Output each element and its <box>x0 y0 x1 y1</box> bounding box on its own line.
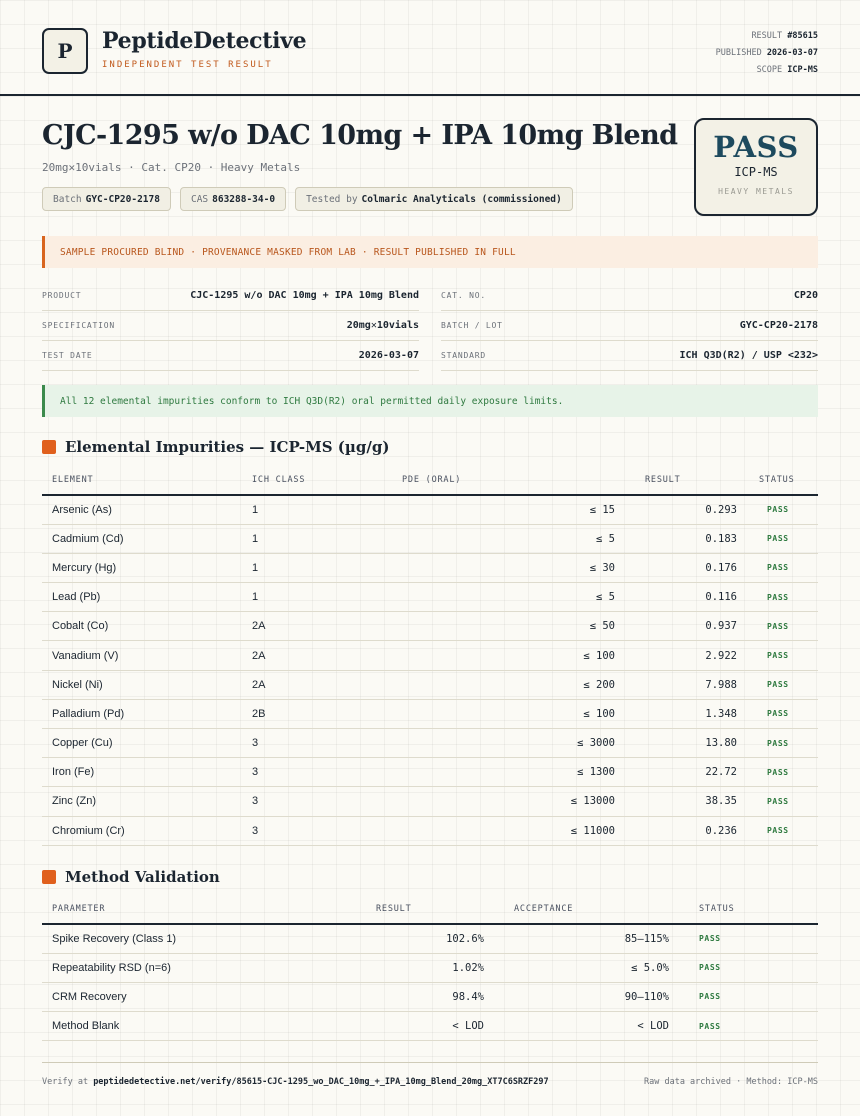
element-cell: Arsenic (As) <box>42 495 242 524</box>
acceptance-cell: < LOD <box>494 1012 679 1041</box>
tested-by-label: Tested by <box>306 193 358 205</box>
status-badge: PASS <box>679 953 818 982</box>
table-row <box>42 495 818 524</box>
impurities-table <box>42 466 818 846</box>
result-cell: 0.236 <box>625 816 747 845</box>
stamp-verdict: PASS <box>713 130 799 164</box>
ich-class-cell: 1 <box>242 524 352 553</box>
section-title: Method Validation <box>65 868 220 886</box>
table-header-row <box>42 466 818 495</box>
table-row <box>42 641 818 670</box>
column-header: RESULT <box>356 895 494 924</box>
info-label: TEST DATE <box>42 351 93 360</box>
result-label: RESULT <box>751 31 783 41</box>
status-badge: PASS <box>679 924 818 953</box>
scope-label: SCOPE <box>756 65 783 75</box>
element-cell: Copper (Cu) <box>42 729 242 758</box>
column-header: ACCEPTANCE <box>494 895 679 924</box>
column-header: PDE (ORAL) <box>352 466 625 495</box>
info-value: CJC-1295 w/o DAC 10mg + IPA 10mg Blend <box>190 290 419 301</box>
info-row-test-date <box>42 341 419 371</box>
status-badge: PASS <box>747 495 818 524</box>
result-cell: 0.937 <box>625 612 747 641</box>
report-footer <box>42 1062 818 1087</box>
result-number: #85615 <box>787 31 818 41</box>
column-header: STATUS <box>747 466 818 495</box>
table-header-row <box>42 895 818 924</box>
info-label: PRODUCT <box>42 291 82 300</box>
result-cell: 0.176 <box>625 553 747 582</box>
table-row <box>42 1012 818 1041</box>
element-cell: Zinc (Zn) <box>42 787 242 816</box>
pde-cell: ≤ 100 <box>352 641 625 670</box>
acceptance-cell: ≤ 5.0% <box>494 953 679 982</box>
column-header: ICH CLASS <box>242 466 352 495</box>
status-badge: PASS <box>747 670 818 699</box>
info-label: BATCH / LOT <box>441 321 503 330</box>
parameter-cell: Spike Recovery (Class 1) <box>42 924 356 953</box>
table-row <box>42 924 818 953</box>
ich-class-cell: 3 <box>242 729 352 758</box>
status-badge: PASS <box>747 699 818 728</box>
ich-class-cell: 1 <box>242 583 352 612</box>
logo-icon: P <box>42 28 88 74</box>
page-subtitle: 20mg✕10vials · Cat. CP20 · Heavy Metals <box>42 161 301 174</box>
column-header: STATUS <box>679 895 818 924</box>
ich-class-cell: 2A <box>242 612 352 641</box>
ich-class-cell: 3 <box>242 787 352 816</box>
column-header: PARAMETER <box>42 895 356 924</box>
result-cell: 2.922 <box>625 641 747 670</box>
conformance-banner: All 12 elemental impurities conform to ICH Q3D(R2) oral permitted daily exposure limits. <box>42 385 818 417</box>
info-value: CP20 <box>793 290 818 301</box>
info-row-standard <box>441 341 818 371</box>
pde-cell: ≤ 13000 <box>352 787 625 816</box>
info-row-specification <box>42 311 419 341</box>
cas-chip-label: CAS <box>190 193 209 205</box>
report-meta <box>716 28 818 79</box>
status-badge: PASS <box>747 553 818 582</box>
validation-heading <box>42 868 220 886</box>
status-badge: PASS <box>747 583 818 612</box>
parameter-cell: Repeatability RSD (n=6) <box>42 953 356 982</box>
status-badge: PASS <box>747 641 818 670</box>
section-title: Elemental Impurities — ICP-MS (µg/g) <box>65 438 390 456</box>
table-row <box>42 982 818 1011</box>
result-cell: < LOD <box>356 1012 494 1041</box>
ich-class-cell: 2B <box>242 699 352 728</box>
table-row <box>42 787 818 816</box>
pde-cell: ≤ 1300 <box>352 758 625 787</box>
element-cell: Nickel (Ni) <box>42 670 242 699</box>
parameter-cell: CRM Recovery <box>42 982 356 1011</box>
info-row-product <box>42 281 419 311</box>
batch-chip-value: GYC-CP20-2178 <box>85 193 160 205</box>
tested-by-chip <box>295 187 573 211</box>
pde-cell: ≤ 11000 <box>352 816 625 845</box>
table-row <box>42 953 818 982</box>
status-badge: PASS <box>747 524 818 553</box>
section-marker-icon <box>42 870 56 884</box>
verify-link[interactable]: peptidedetective.net/verify/85615-CJC-1295_wo_DAC_10mg_+_IPA_10mg_Blend_20mg_XT7C6SRZF297 <box>93 1077 549 1087</box>
pass-stamp <box>694 118 818 216</box>
brand-name: PeptideDetective <box>102 28 307 54</box>
impurities-heading <box>42 438 389 456</box>
parameter-cell: Method Blank <box>42 1012 356 1041</box>
verify-line <box>42 1077 549 1087</box>
table-row <box>42 729 818 758</box>
batch-chip <box>42 187 171 211</box>
ich-class-cell: 2A <box>242 670 352 699</box>
status-badge: PASS <box>679 982 818 1011</box>
cas-chip <box>180 187 286 211</box>
batch-chip-label: Batch <box>53 193 82 205</box>
element-cell: Cadmium (Cd) <box>42 524 242 553</box>
pde-cell: ≤ 5 <box>352 524 625 553</box>
result-cell: 38.35 <box>625 787 747 816</box>
report-header <box>0 0 860 96</box>
status-badge: PASS <box>679 1012 818 1041</box>
info-value: ICH Q3D(R2) / USP <232> <box>679 350 818 361</box>
column-header: ELEMENT <box>42 466 242 495</box>
element-cell: Iron (Fe) <box>42 758 242 787</box>
section-marker-icon <box>42 440 56 454</box>
table-row <box>42 699 818 728</box>
validation-table <box>42 895 818 1041</box>
element-cell: Vanadium (V) <box>42 641 242 670</box>
element-cell: Chromium (Cr) <box>42 816 242 845</box>
pde-cell: ≤ 30 <box>352 553 625 582</box>
ich-class-cell: 3 <box>242 758 352 787</box>
stamp-scope: HEAVY METALS <box>718 187 794 196</box>
pde-cell: ≤ 15 <box>352 495 625 524</box>
pde-cell: ≤ 200 <box>352 670 625 699</box>
element-cell: Palladium (Pd) <box>42 699 242 728</box>
info-label: STANDARD <box>441 351 486 360</box>
archive-note: Raw data archived · Method: ICP-MS <box>644 1077 818 1087</box>
result-cell: 0.293 <box>625 495 747 524</box>
info-value: 20mg✕10vials <box>346 320 419 331</box>
element-cell: Lead (Pb) <box>42 583 242 612</box>
result-cell: 102.6% <box>356 924 494 953</box>
status-badge: PASS <box>747 787 818 816</box>
column-header: RESULT <box>625 466 747 495</box>
published-label: PUBLISHED <box>715 48 762 58</box>
pde-cell: ≤ 50 <box>352 612 625 641</box>
info-label: SPECIFICATION <box>42 321 116 330</box>
result-cell: 1.02% <box>356 953 494 982</box>
pde-cell: ≤ 3000 <box>352 729 625 758</box>
ich-class-cell: 3 <box>242 816 352 845</box>
info-value: 2026-03-07 <box>358 350 419 361</box>
table-row <box>42 612 818 641</box>
table-row <box>42 758 818 787</box>
blind-notice: SAMPLE PROCURED BLIND · PROVENANCE MASKED FROM LAB · RESULT PUBLISHED IN FULL <box>42 236 818 268</box>
table-row <box>42 524 818 553</box>
cas-chip-value: 863288-34-0 <box>212 193 276 205</box>
acceptance-cell: 85–115% <box>494 924 679 953</box>
tag-chips <box>42 187 573 211</box>
acceptance-cell: 90–110% <box>494 982 679 1011</box>
info-row-cat-no <box>441 281 818 311</box>
published-date: 2026-03-07 <box>766 48 818 58</box>
result-cell: 1.348 <box>625 699 747 728</box>
status-badge: PASS <box>747 729 818 758</box>
table-row <box>42 583 818 612</box>
pde-cell: ≤ 5 <box>352 583 625 612</box>
result-cell: 0.183 <box>625 524 747 553</box>
element-cell: Cobalt (Co) <box>42 612 242 641</box>
pde-cell: ≤ 100 <box>352 699 625 728</box>
table-row <box>42 553 818 582</box>
status-badge: PASS <box>747 758 818 787</box>
info-row-batch <box>441 311 818 341</box>
info-value: GYC-CP20-2178 <box>739 320 818 331</box>
result-cell: 0.116 <box>625 583 747 612</box>
page-title: CJC-1295 w/o DAC 10mg + IPA 10mg Blend <box>42 120 678 151</box>
scope-value: ICP-MS <box>787 65 818 75</box>
tested-by-value: Colmaric Analyticals (commissioned) <box>361 193 562 205</box>
verify-label: Verify at <box>42 1077 89 1087</box>
table-row <box>42 670 818 699</box>
ich-class-cell: 2A <box>242 641 352 670</box>
brand-subtitle: INDEPENDENT TEST RESULT <box>102 60 273 70</box>
element-cell: Mercury (Hg) <box>42 553 242 582</box>
info-label: CAT. NO. <box>441 291 486 300</box>
ich-class-cell: 1 <box>242 495 352 524</box>
result-cell: 7.988 <box>625 670 747 699</box>
status-badge: PASS <box>747 612 818 641</box>
status-badge: PASS <box>747 816 818 845</box>
result-cell: 13.80 <box>625 729 747 758</box>
table-row <box>42 816 818 845</box>
result-cell: 98.4% <box>356 982 494 1011</box>
stamp-method: ICP-MS <box>734 165 778 179</box>
ich-class-cell: 1 <box>242 553 352 582</box>
result-cell: 22.72 <box>625 758 747 787</box>
